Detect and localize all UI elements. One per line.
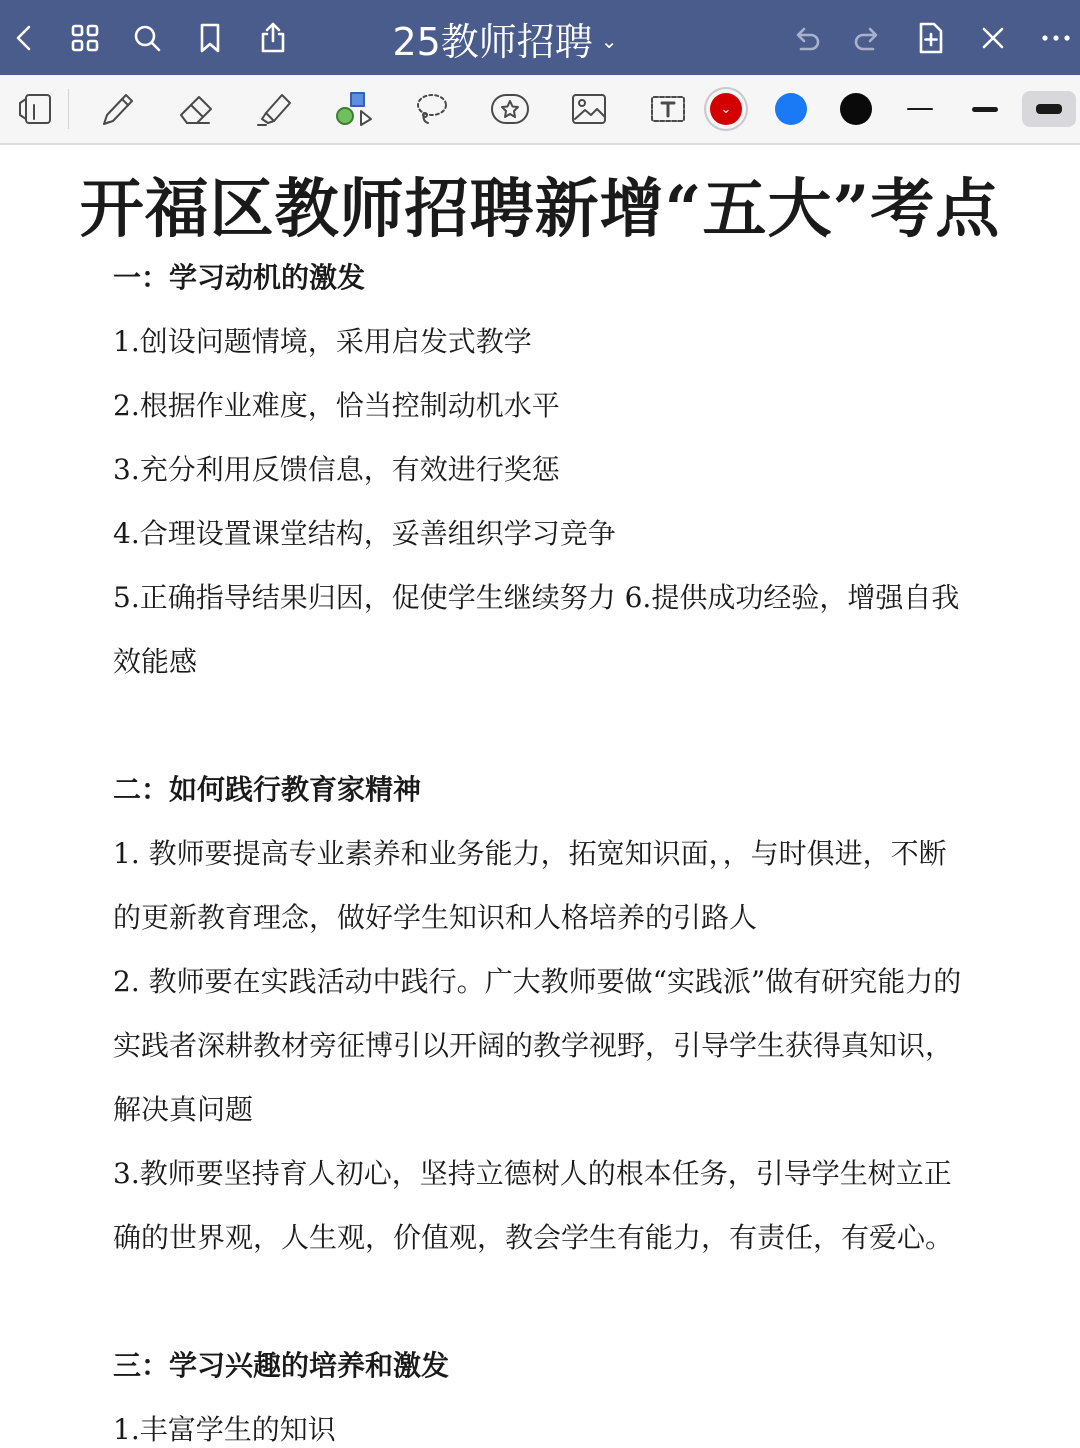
text-line: 实践者深耕教材旁征博引以开阔的教学视野，引导学生获得真知识，	[113, 1029, 954, 1062]
color-swatch-blue[interactable]	[775, 93, 807, 125]
grid-icon[interactable]	[61, 12, 109, 64]
text-line: 1. 教师要提高专业素养和业务能力，拓宽知识面，，与时俱进，不断	[113, 837, 947, 870]
text-line: 3.充分利用反馈信息，有效进行奖惩	[113, 453, 560, 486]
text-line: 确的世界观，人生观，价值观，教会学生有能力，有责任，有爱心。	[113, 1221, 954, 1254]
color-swatch-black[interactable]	[840, 93, 872, 125]
share-icon[interactable]	[249, 12, 297, 64]
shapes-icon[interactable]	[325, 84, 381, 134]
section-heading: 一：学习动机的激发	[113, 261, 366, 294]
chevron-down-icon: ⌄	[600, 29, 618, 53]
lasso-icon[interactable]	[404, 84, 460, 134]
section-heading: 三：学习兴趣的培养和激发	[113, 1349, 450, 1382]
chevron-down-icon: ⌄	[720, 101, 732, 117]
eraser-icon[interactable]	[167, 84, 223, 134]
stroke-thick-icon	[1036, 104, 1062, 114]
document-title-dropdown[interactable]	[340, 10, 670, 66]
text-line: 效能感	[113, 645, 198, 678]
undo-icon[interactable]	[782, 12, 830, 64]
color-swatch-red[interactable]	[710, 93, 742, 125]
text-line: 4.合理设置课堂结构，妥善组织学习竞争	[113, 517, 616, 550]
highlighter-icon[interactable]	[246, 84, 302, 134]
stroke-thin-icon	[907, 108, 933, 110]
toolbar-divider	[68, 89, 69, 129]
stroke-medium-icon	[972, 107, 998, 112]
text-line: 2. 教师要在实践活动中践行。广大教师要做“实践派”做有研究能力的	[113, 965, 962, 998]
stroke-width-thick[interactable]	[1022, 91, 1076, 127]
text-line: 5.正确指导结果归因，促使学生继续努力 6.提供成功经验，增强自我	[113, 581, 960, 614]
sticker-icon[interactable]	[482, 84, 538, 134]
text-line: 解决真问题	[113, 1093, 254, 1126]
redo-icon[interactable]	[844, 12, 892, 64]
document-title: 25教师招聘	[392, 19, 593, 64]
text-line: 的更新教育理念，做好学生知识和人格培养的引路人	[113, 901, 758, 934]
close-icon[interactable]	[969, 12, 1017, 64]
text-line: 3.教师要坚持育人初心，坚持立德树人的根本任务，引导学生树立正	[113, 1157, 952, 1190]
stroke-width-medium[interactable]	[958, 91, 1012, 127]
page-layout-icon[interactable]	[10, 84, 66, 134]
search-icon[interactable]	[123, 12, 171, 64]
top-navigation-bar	[0, 0, 1080, 75]
pen-icon[interactable]	[88, 84, 144, 134]
stroke-width-thin[interactable]	[893, 91, 947, 127]
text-line: 2.根据作业难度，恰当控制动机水平	[113, 389, 560, 422]
more-icon[interactable]	[1032, 12, 1080, 64]
bookmark-icon[interactable]	[186, 12, 234, 64]
section-heading: 二：如何践行教育家精神	[113, 773, 422, 806]
back-icon[interactable]	[0, 12, 48, 64]
page-title: 开福区教师招聘新增“五大”考点	[79, 172, 1001, 247]
text-line: 1.创设问题情境，采用启发式教学	[113, 325, 532, 358]
image-icon[interactable]	[561, 84, 617, 134]
add-page-icon[interactable]	[907, 12, 955, 64]
text-box-icon[interactable]	[640, 84, 696, 134]
text-line: 1.丰富学生的知识	[113, 1413, 336, 1446]
drawing-toolbar	[0, 75, 1080, 145]
